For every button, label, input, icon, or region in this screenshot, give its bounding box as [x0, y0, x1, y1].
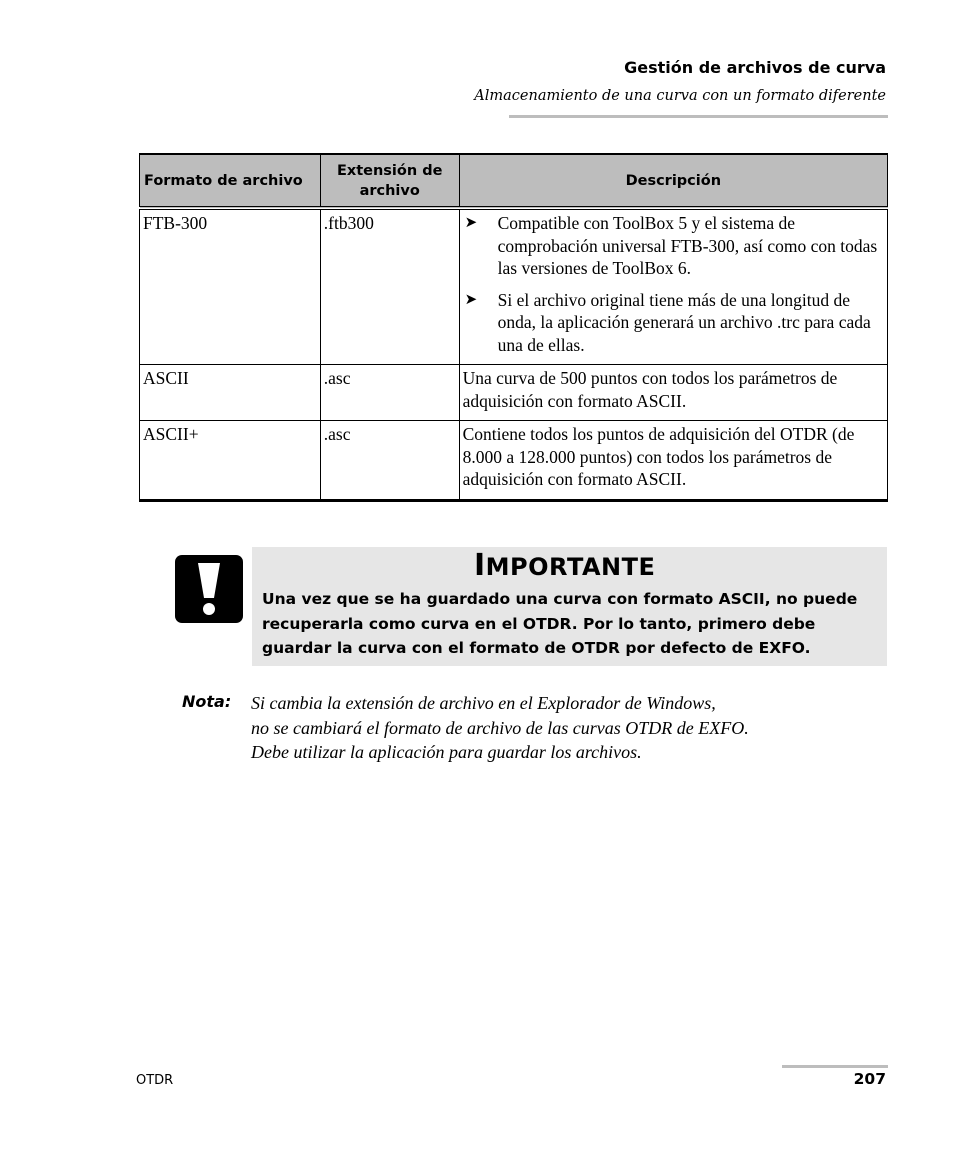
exclamation-icon	[175, 555, 243, 623]
note-line: no se cambiará el formato de archivo de las curvas OTDR de EXFO.	[251, 717, 749, 738]
column-header: Extensión de archivo	[320, 154, 459, 208]
table-cell-format: ASCII	[140, 365, 321, 421]
table-cell-extension: .ftb300	[320, 208, 459, 365]
table-row	[140, 208, 888, 365]
note-text	[251, 691, 871, 765]
table-cell-description	[459, 208, 887, 365]
table-cell-format: ASCII+	[140, 421, 321, 501]
table-cell-description: Contiene todos los puntos de adquisición del OTDR (de 8.000 a 128.000 puntos) con todos los parámetros de adquisición con formato ASCII.	[459, 421, 887, 501]
important-title: IMPORTANTE	[474, 548, 656, 583]
format-table	[139, 153, 888, 502]
header-rule	[509, 115, 888, 118]
bullet-item	[463, 289, 884, 357]
note-label: Nota:	[182, 692, 232, 711]
footer-product: OTDR	[136, 1073, 174, 1088]
table-header-row	[140, 154, 888, 208]
bullet-text: Compatible con ToolBox 5 y el sistema de comprobación universal FTB-300, así como con todas las versiones de ToolBox 6.	[497, 213, 878, 278]
table-cell-format: FTB-300	[140, 208, 321, 365]
column-header: Descripción	[459, 154, 887, 208]
page-number: 207	[853, 1070, 886, 1088]
table-cell-description: Una curva de 500 puntos con todos los parámetros de adquisición con formato ASCII.	[459, 365, 887, 421]
bullet-text: Si el archivo original tiene más de una longitud de onda, la aplicación generará un archivo .trc para cada una de ellas.	[497, 289, 871, 355]
table-row	[140, 421, 888, 501]
arrow-bullet-icon: ➤	[464, 215, 478, 231]
note-line: Debe utilizar la aplicación para guardar los archivos.	[251, 742, 642, 762]
page-header-subtitle: Almacenamiento de una curva con un formato diferente	[474, 88, 886, 104]
arrow-bullet-icon: ➤	[464, 291, 478, 308]
table-cell-extension: .asc	[320, 421, 459, 501]
footer-rule	[782, 1065, 888, 1068]
bullet-item	[463, 212, 884, 280]
column-header: Formato de archivo	[140, 154, 321, 208]
important-text: Una vez que se ha guardado una curva con formato ASCII, no puede recuperarla como curva en el OTDR. Por lo tanto, primero debe guardar la curva con el formato de OTDR por defecto de EXFO.	[262, 590, 858, 657]
page-header-title: Gestión de archivos de curva	[624, 58, 886, 77]
table-row	[140, 365, 888, 421]
note-line: Si cambia la extensión de archivo en el Explorador de Windows,	[251, 693, 716, 713]
table-cell-extension: .asc	[320, 365, 459, 421]
